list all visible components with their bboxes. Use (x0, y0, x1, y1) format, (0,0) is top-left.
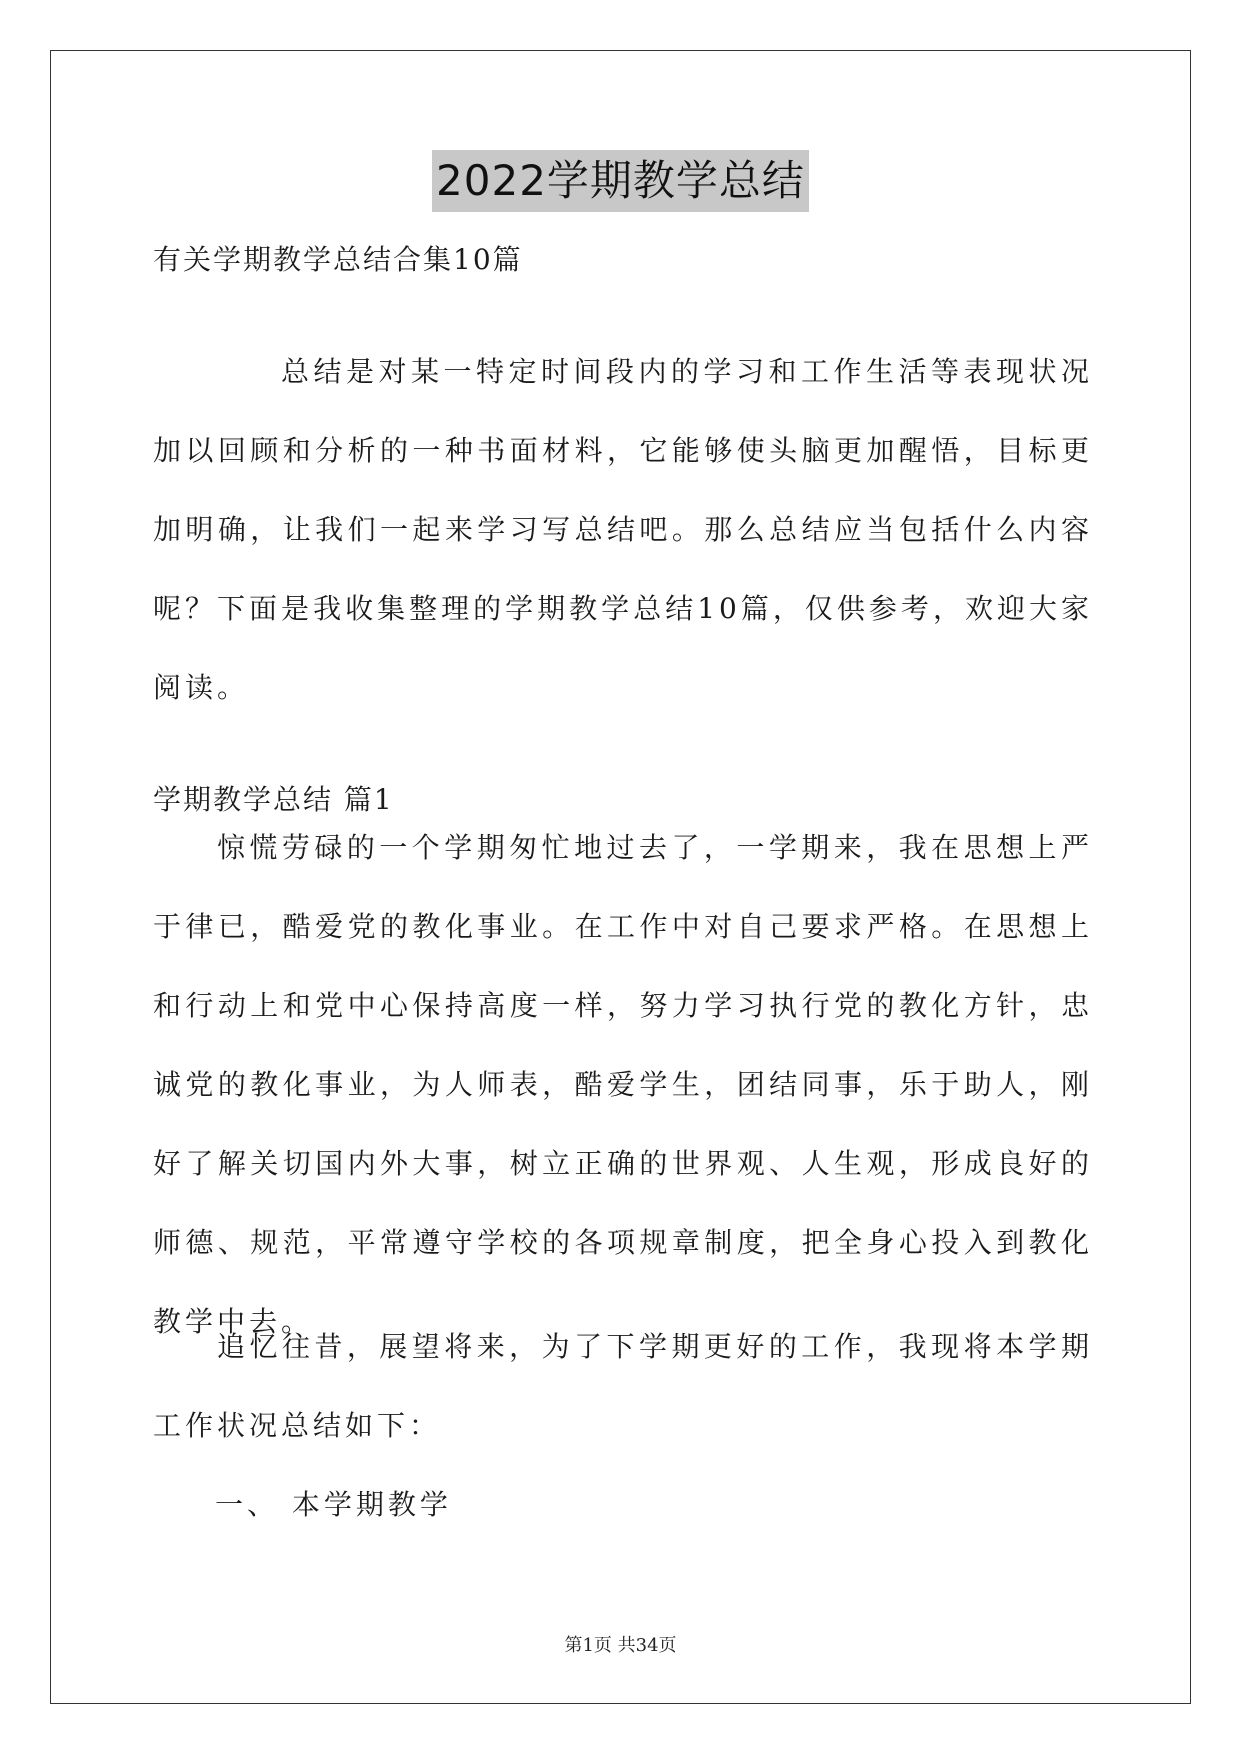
item-heading: 一、 本学期教学 (215, 1488, 452, 1521)
intro-paragraph: 总结是对某一特定时间段内的学习和工作生活等表现状况加以回顾和分析的一种书面材料，它能够使头脑更加醒悟，目标更加明确，让我们一起来学习写总结吧。那么总结应当包括什么内容呢？下面是我收集整理的学期教学总结10篇，仅供参考，欢迎大家阅读。 (153, 355, 1093, 704)
page-footer: 第1页 共34页 (564, 1635, 677, 1656)
body-paragraph-1: 惊慌劳碌的一个学期匆忙地过去了，一学期来，我在思想上严于律已，酷爱党的教化事业。在工作中对自己要求严格。在思想上和行动上和党中心保持高度一样，努力学习执行党的教化方针，忠诚党的教化事业，为人师表，酷爱学生，团结同事，乐于助人，刚好了解关切国内外大事，树立正确的世界观、人生观，形成良好的师德、规范，平常遵守学校的各项规章制度，把全身心投入到教化教学中去。 (153, 831, 1093, 1338)
title-container (0, 150, 1241, 212)
body-paragraph-2: 追忆往昔，展望将来，为了下学期更好的工作，我现将本学期工作状况总结如下： (153, 1330, 1093, 1442)
document-title: 2022学期教学总结 (432, 150, 809, 212)
document-subtitle: 有关学期教学总结合集10篇 (153, 243, 523, 276)
section-heading: 学期教学总结 篇1 (153, 783, 394, 816)
